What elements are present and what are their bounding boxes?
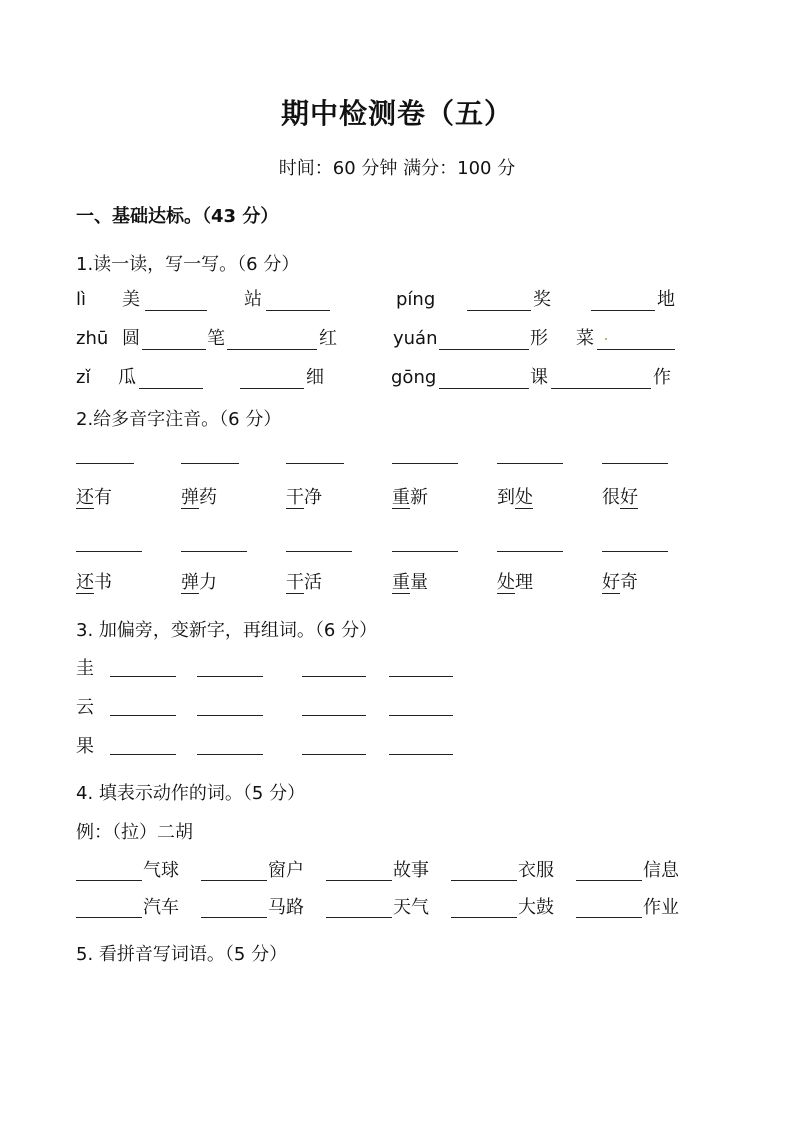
q2-words-row-2 xyxy=(0,570,794,600)
pinyin-blank[interactable] xyxy=(602,463,668,464)
q1-row-1 xyxy=(0,287,794,317)
word-text: 形 xyxy=(530,328,548,349)
answer-blank[interactable] xyxy=(197,676,263,677)
answer-blank[interactable] xyxy=(597,349,675,350)
word-text: 细 xyxy=(306,367,324,388)
question-3-heading: 3. 加偏旁，变新字，再组词。（6 分） xyxy=(76,620,378,641)
stray-mark xyxy=(605,338,607,340)
answer-blank[interactable] xyxy=(110,715,176,716)
base-character: 云 xyxy=(76,697,94,718)
polyphone-word: 干活 xyxy=(286,572,322,593)
object-word: 作业 xyxy=(643,897,679,918)
polyphone-word: 重新 xyxy=(392,487,428,508)
object-word: 汽车 xyxy=(143,897,179,918)
word-text: 笔 xyxy=(207,328,225,349)
polyphone-word: 到处 xyxy=(497,487,533,508)
polyphone-word: 还有 xyxy=(76,487,112,508)
polyphone-word: 处理 xyxy=(497,572,533,593)
object-word: 马路 xyxy=(268,897,304,918)
word-text: 奖 xyxy=(533,289,551,310)
answer-blank[interactable] xyxy=(266,310,330,311)
q3-row-3 xyxy=(0,734,794,764)
pinyin-blank[interactable] xyxy=(76,463,134,464)
pinyin-text: zhū xyxy=(76,328,109,349)
polyphone-word: 弹力 xyxy=(181,572,217,593)
answer-blank[interactable] xyxy=(139,388,203,389)
answer-blank[interactable] xyxy=(576,880,642,881)
word-text: 红 xyxy=(319,328,337,349)
pinyin-text: zǐ xyxy=(76,367,91,388)
polyphone-word: 很好 xyxy=(602,487,638,508)
question-2-heading: 2.给多音字注音。（6 分） xyxy=(76,409,282,430)
polyphone-word: 干净 xyxy=(286,487,322,508)
answer-blank[interactable] xyxy=(326,880,392,881)
example-text: 例：（拉）二胡 xyxy=(76,822,193,843)
answer-blank[interactable] xyxy=(576,917,642,918)
object-word: 故事 xyxy=(393,860,429,881)
answer-blank[interactable] xyxy=(302,715,366,716)
answer-blank[interactable] xyxy=(389,715,453,716)
answer-blank[interactable] xyxy=(201,880,267,881)
answer-blank[interactable] xyxy=(302,754,366,755)
answer-blank[interactable] xyxy=(110,754,176,755)
answer-blank[interactable] xyxy=(439,349,529,350)
q1-row-2 xyxy=(0,326,794,356)
word-text: 菜 xyxy=(576,328,594,349)
pinyin-blank[interactable] xyxy=(497,463,563,464)
pinyin-blank[interactable] xyxy=(76,551,142,552)
answer-blank[interactable] xyxy=(197,715,263,716)
object-word: 天气 xyxy=(393,897,429,918)
pinyin-blank[interactable] xyxy=(602,551,668,552)
word-text: 站 xyxy=(244,289,262,310)
polyphone-word: 好奇 xyxy=(602,572,638,593)
pinyin-blank[interactable] xyxy=(392,551,458,552)
q3-row-1 xyxy=(0,656,794,686)
pinyin-blank[interactable] xyxy=(286,463,344,464)
answer-blank[interactable] xyxy=(389,676,453,677)
polyphone-word: 还书 xyxy=(76,572,112,593)
answer-blank[interactable] xyxy=(439,388,529,389)
object-word: 衣服 xyxy=(518,860,554,881)
answer-blank[interactable] xyxy=(591,310,655,311)
answer-blank[interactable] xyxy=(240,388,304,389)
answer-blank[interactable] xyxy=(326,917,392,918)
answer-blank[interactable] xyxy=(551,388,651,389)
answer-blank[interactable] xyxy=(142,349,206,350)
page-title: 期中检测卷（五） xyxy=(280,97,513,130)
object-word: 窗户 xyxy=(268,860,304,881)
answer-blank[interactable] xyxy=(197,754,263,755)
answer-blank[interactable] xyxy=(76,917,142,918)
question-5-heading: 5. 看拼音写词语。（5 分） xyxy=(76,944,288,965)
q1-row-3 xyxy=(0,365,794,395)
polyphone-word: 弹药 xyxy=(181,487,217,508)
q4-row-1 xyxy=(0,858,794,888)
word-text: 圆 xyxy=(122,328,140,349)
q2-words-row-1 xyxy=(0,485,794,515)
base-character: 圭 xyxy=(76,658,94,679)
section-heading: 一、基础达标。（43 分） xyxy=(76,206,279,227)
word-text: 瓜 xyxy=(118,367,136,388)
answer-blank[interactable] xyxy=(451,880,517,881)
answer-blank[interactable] xyxy=(76,880,142,881)
answer-blank[interactable] xyxy=(389,754,453,755)
word-text: 地 xyxy=(657,289,675,310)
pinyin-blank[interactable] xyxy=(392,463,458,464)
pinyin-text: lì xyxy=(76,289,87,310)
object-word: 信息 xyxy=(643,860,679,881)
word-text: 课 xyxy=(530,367,548,388)
answer-blank[interactable] xyxy=(467,310,531,311)
base-character: 果 xyxy=(76,736,94,757)
pinyin-text: píng xyxy=(396,289,436,310)
pinyin-text: gōng xyxy=(391,367,437,388)
object-word: 气球 xyxy=(143,860,179,881)
pinyin-blank[interactable] xyxy=(497,551,563,552)
pinyin-text: yuán xyxy=(393,328,438,349)
q3-row-2 xyxy=(0,695,794,725)
question-1-heading: 1.读一读，写一写。（6 分） xyxy=(76,254,300,275)
q4-row-2 xyxy=(0,895,794,925)
answer-blank[interactable] xyxy=(110,676,176,677)
answer-blank[interactable] xyxy=(201,917,267,918)
pinyin-blank[interactable] xyxy=(286,551,352,552)
pinyin-blank[interactable] xyxy=(181,551,247,552)
answer-blank[interactable] xyxy=(302,676,366,677)
pinyin-blank[interactable] xyxy=(181,463,239,464)
exam-info: 时间：60 分钟 满分：100 分 xyxy=(278,158,516,179)
polyphone-word: 重量 xyxy=(392,572,428,593)
answer-blank[interactable] xyxy=(145,310,207,311)
word-text: 美 xyxy=(122,289,140,310)
word-text: 作 xyxy=(653,367,671,388)
answer-blank[interactable] xyxy=(227,349,317,350)
object-word: 大鼓 xyxy=(518,897,554,918)
question-4-heading: 4. 填表示动作的词。（5 分） xyxy=(76,783,306,804)
answer-blank[interactable] xyxy=(451,917,517,918)
